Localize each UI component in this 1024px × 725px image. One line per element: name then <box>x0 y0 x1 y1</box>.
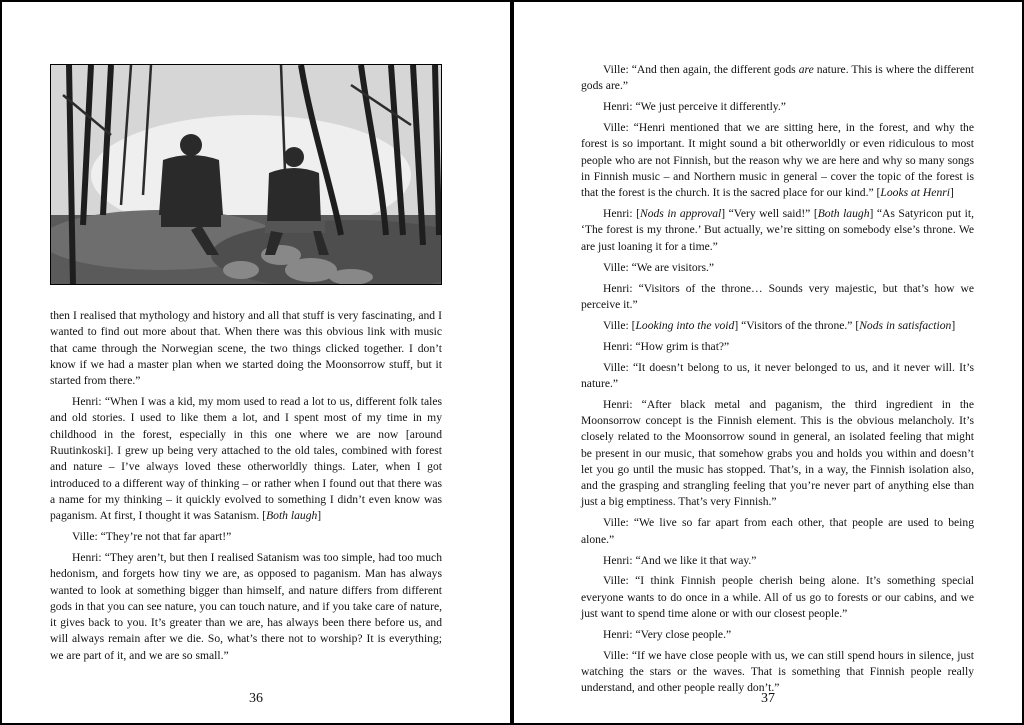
page-number: 36 <box>249 691 263 706</box>
paragraph: Ville: “And then again, the different gods are nature. This is where the different gods are.” <box>581 63 975 93</box>
paragraph: Ville: “It doesn’t belong to us, it never belonged to us, and it never will. It’s nature.” <box>581 360 974 390</box>
paragraph: Ville: “If we have close people with us, we can still spend hours in silence, just watching the stars or the waves. That is something that Finnish people really understand, and other people really don’t.” <box>581 648 974 695</box>
right-page-body <box>581 62 974 701</box>
paragraph: Henri: “They aren’t, but then I realised Satanism was too simple, had too much hedonism, and forgets how tiny we are, as opposed to paganism. Man has always wanted to look at something bigger than himself, and nature differs from different gods in that you can see nature, you can touch nature, and if you take care of nature, it gives back to you. It’s greater than we are, has always been there before us, and will always remain after we die. So, what’s there not to worship? It is everything; we are part of it, and we are so small.” <box>50 550 442 662</box>
paragraph: Ville: “We are visitors.” <box>603 260 715 274</box>
right-page <box>514 2 1022 723</box>
paragraph: then I realised that mythology and history and all that stuff is very fascinating, and I wanted to find out more about that. When there was this obvious link with music that came through the Norwegian scene, the two things clicked together. I don’t know if we had a master plan when we started doing the Moonsorrow stuff, but it started from there.” <box>50 309 442 388</box>
paragraph: Henri: “After black metal and paganism, the third ingredient in the Moonsorrow concept is the Finnish element. This is the obvious melancholy. It’s closely related to the Moonsorrow sound in general, an isolated feeling that might be present in our music, that somehow grabs you and holds you within and doesn’t let you go until the music has stopped. That’s, in a way, the Finnish isolation also, and the grasping and strangling feeling that you’re never part of anything else than just a big emptiness. That’s very Finnish.” <box>581 397 974 509</box>
paragraph: Ville: “I think Finnish people cherish being alone. It’s something special everyone wants to do once in a while. All of us go to forests or our cabins, and we just want to spend time alone or with our closest people.” <box>581 574 974 621</box>
paragraph: Henri: “How grim is that?” <box>603 339 730 353</box>
paragraph: Henri: “We just perceive it differently.” <box>603 100 786 114</box>
paragraph: Ville: “Henri mentioned that we are sitting here, in the forest, and why the forest is so important. It might sound a bit otherworldly or even ridiculous to most people who are not Finnish, but the reason why we are here and why so many songs in Finnish music – and Northern music in general – cover the topic of the forest is that the forest is the church. It is the sacred place for our kind.” [Looks at Henri] <box>581 121 974 200</box>
forest-photo-illustration <box>51 65 442 285</box>
paragraph: Henri: [Nods in approval] “Very well said!” [Both laugh] “As Satyricon put it, ‘The forest is my throne.’ But actually, we’re sitting on somebody else’s throne. We are just loaning it for a time.” <box>581 207 974 253</box>
left-page <box>2 2 510 723</box>
paragraph: Henri: “Very close people.” <box>603 627 732 641</box>
paragraph: Ville: “We live so far apart from each other, that people are used to being alone.” <box>581 516 974 546</box>
page-number: 37 <box>761 691 775 706</box>
paragraph: Henri: “And we like it that way.” <box>603 553 757 567</box>
paragraph: Henri: “Visitors of the throne… Sounds very majestic, but that’s how we perceive it.” <box>581 281 974 311</box>
paragraph: Ville: “They’re not that far apart!” <box>72 530 232 544</box>
paragraph: Ville: [Looking into the void] “Visitors of the throne.” [Nods in satisfaction] <box>603 318 956 332</box>
paragraph: Henri: “When I was a kid, my mom used to read a lot to us, different folk tales and old stories. I used to like them a lot, and I spent most of my time in my childhood in the forest, especially in this one where we are now [around Ruutinkoski]. I grew up being very attached to the old tales, combined with forest and nature – I’ve always loved these otherworldly things. Later, when I got introduced to a different way of thinking – or rather when I found out that there was a name for my thinking – it quickly evolved to something I didn’t even know was paganism. At first, I thought it was Satanism. [Both laugh] <box>50 395 442 523</box>
forest-photo <box>50 64 442 285</box>
left-page-body <box>50 308 442 669</box>
